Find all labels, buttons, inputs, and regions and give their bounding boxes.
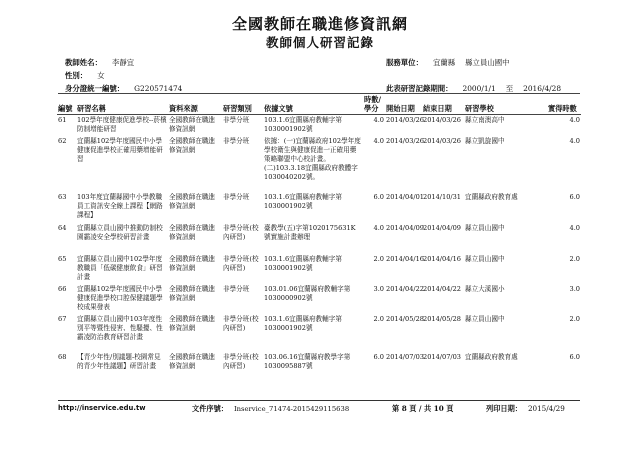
record-period-label: 此表研習記錄期間：	[386, 84, 453, 93]
table-row	[57, 284, 581, 314]
cell-hours: 4.0	[373, 116, 384, 124]
cell-category: 非學分班(校內研習)	[223, 314, 259, 332]
cell-end: 2014/03/26	[423, 116, 462, 124]
cell-doc: 103.1.6宜蘭縣府教輔字第1030001902號	[264, 254, 342, 272]
cell-source: 全國教師在職進修資訊網	[169, 352, 216, 370]
cell-name: 宜蘭縣立員山國中推動防制校園霸凌安全學校研習計畫	[77, 223, 163, 241]
gender-row	[65, 70, 105, 81]
cell-num: 62	[58, 136, 67, 145]
cell-num: 61	[58, 116, 67, 124]
page-number: 第 8 頁 / 共 10 頁	[392, 404, 454, 413]
cell-name: 【青少年性/別議題-校園常見的青少年性議題】研習計畫	[77, 352, 161, 370]
cell-category: 非學分班	[223, 136, 250, 145]
cell-name: 103年度宜蘭縣國中小學教職員工資訊安全線上課程【網路課程】	[77, 192, 163, 219]
col-header-category: 研習類別	[223, 103, 252, 113]
col-header-end: 結束日期	[423, 103, 452, 113]
cell-start: 2014/03/26	[386, 116, 425, 124]
table-row	[57, 314, 581, 352]
cell-num: 68	[58, 352, 67, 361]
site-title: 全國教師在職進修資訊網	[231, 15, 408, 33]
period-start: 2000/1/1	[462, 84, 496, 93]
cell-end: 2014/04/22	[423, 284, 462, 293]
cell-hours: 3.0	[373, 284, 384, 293]
cell-start: 2014/05/28	[386, 314, 425, 323]
footer-doc-serial	[192, 404, 349, 414]
cell-source: 全國教師在職進修資訊網	[169, 254, 216, 272]
footer-print-date	[486, 404, 565, 414]
cell-source: 全國教師在職進修資訊網	[169, 136, 216, 154]
cell-name: 宜蘭縣立員山國中103年度性別平等暨性侵害、性騷擾、性霸凌防治教育研習計畫	[77, 314, 163, 341]
cell-hours: 4.0	[373, 136, 384, 145]
cell-start: 2014/04/16	[386, 254, 425, 263]
gender-value: 女	[97, 71, 105, 80]
cell-school: 縣立凱旋國中	[465, 136, 505, 145]
col-header-hours: 時數/學分	[364, 95, 382, 113]
col-header-doc: 依據文號	[264, 103, 293, 113]
id-label: 身分證統一編號：	[65, 84, 125, 93]
cell-start: 2014/04/22	[386, 284, 425, 293]
cell-category: 非學分班(校內研習)	[223, 352, 259, 370]
cell-category: 非學分班	[223, 284, 250, 293]
print-date-value: 2015/4/29	[527, 404, 565, 413]
cell-category: 非學分班(校內研習)	[223, 223, 259, 241]
cell-source: 全國教師在職進修資訊網	[169, 314, 216, 332]
col-header-name: 研習名稱	[77, 103, 106, 113]
cell-name: 宜蘭縣102學年度國民中小學健康促進學校正確用藥增能研習	[77, 136, 163, 163]
service-unit-county: 宜蘭縣	[432, 58, 456, 67]
document-title: 教師個人研習記錄	[265, 35, 374, 50]
cell-doc: 103.1.6宜蘭縣府教輔字第1030001902號	[264, 314, 342, 332]
doc-serial-value: Inservice_71474-2015429115638	[233, 405, 350, 413]
col-header-start: 開始日期	[386, 103, 415, 113]
cell-num: 67	[58, 314, 67, 323]
cell-source: 全國教師在職進修資訊網	[169, 284, 216, 302]
cell-school: 縣立南澳高中	[465, 116, 505, 124]
table-row	[57, 223, 581, 254]
cell-name: 宜蘭縣102學年度國民中小學健康促進學校口腔保健議題學校成果發表	[77, 284, 163, 311]
table-row	[57, 254, 581, 284]
cell-real-hours: 2.0	[569, 254, 580, 263]
cell-end: 2014/03/26	[423, 136, 462, 145]
table-row	[57, 136, 581, 192]
cell-source: 全國教師在職進修資訊網	[169, 192, 216, 210]
table-header-row	[57, 95, 581, 115]
service-unit-row	[386, 57, 510, 68]
table-row	[57, 192, 581, 223]
cell-hours: 6.0	[373, 352, 384, 361]
cell-school: 宜蘭縣政府教育處	[465, 352, 518, 361]
cell-doc: 103.1.6宜蘭縣府教輔字第1030001902號	[264, 116, 342, 133]
cell-doc: 103.1.6宜蘭縣府教輔字第1030001902號	[264, 192, 342, 210]
cell-doc: 依據：(一)宜蘭縣政府102學年度學校衛生與健康促進一正確用藥策略聯盟中心校計畫。(二)103.3.18宜蘭縣政府教體字1030040202號。	[264, 136, 361, 181]
doc-serial-label: 文件序號：	[192, 404, 228, 413]
cell-source: 全國教師在職進修資訊網	[169, 116, 216, 133]
col-header-real-hours: 實得時數	[548, 103, 577, 113]
period-end: 2016/4/28	[523, 84, 562, 93]
cell-real-hours: 4.0	[569, 116, 580, 124]
col-header-school: 研習學校	[465, 103, 494, 113]
cell-doc: 103.01.06宜蘭縣府教輔字第1030000902號	[264, 284, 351, 302]
cell-num: 64	[58, 223, 67, 232]
cell-doc: 臺教學(五)字第1020175631K號實施計畫辦理	[264, 223, 356, 241]
cell-name: 宜蘭縣立員山國中102學年度 教職員「低碳健康飲食」研習計畫	[77, 254, 163, 281]
cell-real-hours: 3.0	[569, 284, 580, 293]
cell-end: 2014/07/03	[423, 352, 462, 361]
cell-hours: 4.0	[373, 223, 384, 232]
cell-start: 2014/07/03	[386, 352, 425, 361]
footer-divider	[58, 400, 580, 401]
cell-num: 65	[58, 254, 67, 263]
gender-label: 性別：	[65, 71, 88, 80]
print-date-label: 列印日期：	[486, 404, 522, 413]
table-row	[57, 352, 581, 382]
cell-school: 縣立大溪國小	[465, 284, 505, 293]
cell-num: 63	[58, 192, 67, 201]
cell-start: 2014/03/26	[386, 136, 425, 145]
cell-real-hours: 6.0	[569, 352, 580, 361]
cell-end: 2014/10/31	[423, 192, 462, 201]
table-row	[57, 115, 581, 136]
cell-school: 縣立員山國中	[465, 314, 505, 323]
period-sep: 至	[505, 84, 514, 93]
cell-category: 非學分班(校內研習)	[223, 254, 259, 272]
teacher-name: 李靜宜	[111, 58, 135, 67]
cell-start: 2014/04/01	[386, 192, 425, 201]
header-divider	[58, 93, 580, 94]
cell-hours: 6.0	[373, 192, 384, 201]
cell-school: 縣立員山國中	[465, 254, 505, 263]
footer-url[interactable]: http://inservice.edu.tw	[58, 404, 146, 412]
cell-name: 102學年度健康促進學校--菸檳防制增能研習	[77, 116, 167, 133]
cell-end: 2014/04/16	[423, 254, 462, 263]
cell-real-hours: 4.0	[569, 136, 580, 145]
service-unit-label: 服務單位：	[386, 58, 423, 67]
id-value: G220571474	[134, 84, 183, 93]
cell-real-hours: 4.0	[569, 223, 580, 232]
teacher-name-label: 教師姓名：	[65, 58, 102, 67]
cell-end: 2014/04/09	[423, 223, 462, 232]
cell-real-hours: 6.0	[569, 192, 580, 201]
col-header-source: 資料來源	[169, 103, 198, 113]
cell-doc: 103.06.16宜蘭縣府教學字第1030095887號	[264, 352, 351, 370]
cell-num: 66	[58, 284, 67, 293]
cell-hours: 2.0	[373, 314, 384, 323]
cell-source: 全國教師在職進修資訊網	[169, 223, 216, 241]
cell-end: 2014/05/28	[423, 314, 462, 323]
col-header-num: 編號	[58, 103, 73, 113]
teacher-name-row	[65, 57, 134, 68]
training-record-table	[57, 95, 581, 382]
cell-school: 宜蘭縣政府教育處	[465, 192, 518, 201]
cell-category: 非學分班	[223, 116, 250, 124]
cell-start: 2014/04/09	[386, 223, 425, 232]
cell-category: 非學分班	[223, 192, 250, 201]
cell-school: 縣立員山國中	[465, 223, 505, 232]
cell-real-hours: 2.0	[569, 314, 580, 323]
service-unit-school: 縣立員山國中	[465, 58, 510, 67]
cell-hours: 2.0	[373, 254, 384, 263]
